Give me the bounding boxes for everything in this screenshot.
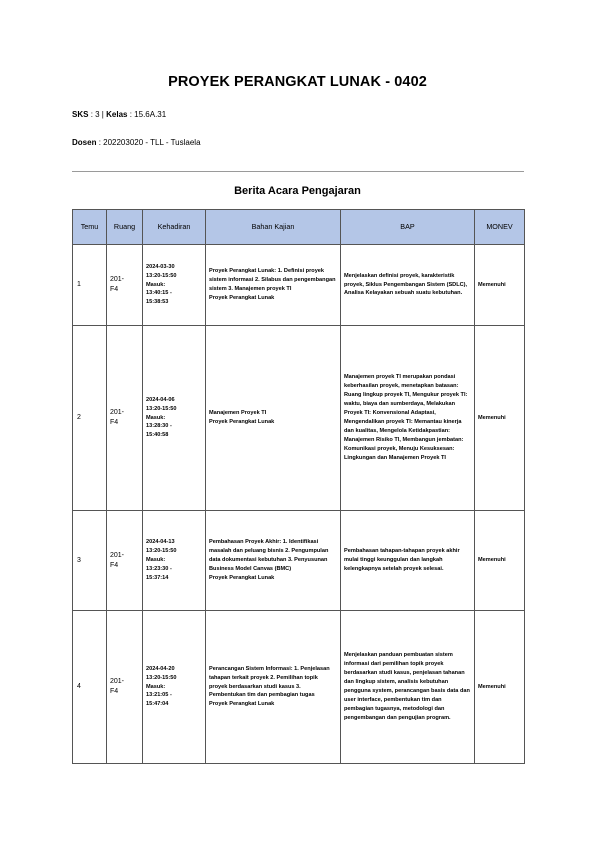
cell-kehadiran: 2024-04-13 13:20-15:50 Masuk: 13:23:30 - 15:37:14: [143, 511, 206, 611]
kelas-value: : 15.6A.31: [129, 110, 167, 119]
cell-temu: 3: [73, 511, 107, 611]
cell-monev: Memenuhi: [475, 511, 525, 611]
cell-bap: Menjelaskan definisi proyek, karakteristik proyek, Siklus Pengembangan Sistem (SDLC), Analisa Kelayakan sebuah suatu kebutuhan.: [341, 245, 475, 326]
cell-monev: Memenuhi: [475, 326, 525, 511]
dosen-label: Dosen: [72, 138, 97, 147]
teaching-report-table: [72, 209, 525, 764]
cell-bahan-kajian: Proyek Perangkat Lunak: 1. Definisi proyek sistem informasi 2. Silabus dan pengembangan sistem 3. Manajemen proyek TI Proyek Perangkat Lunak: [206, 245, 341, 326]
cell-ruang: 201- F4: [107, 326, 143, 511]
section-title: Berita Acara Pengajaran: [234, 185, 361, 197]
cell-kehadiran: 2024-03-30 13:20-15:50 Masuk: 13:40:15 - 15:38:53: [143, 245, 206, 326]
header-bahan-kajian: Bahan Kajian: [206, 210, 341, 245]
kelas-label: Kelas: [106, 110, 128, 119]
sks-label: SKS: [72, 110, 89, 119]
header-bap: BAP: [341, 210, 475, 245]
table-row: [73, 326, 525, 511]
cell-ruang: 201- F4: [107, 611, 143, 764]
header-kehadiran: Kehadiran: [143, 210, 206, 245]
page-title: PROYEK PERANGKAT LUNAK - 0402: [168, 74, 427, 90]
lecturer-info: [72, 138, 201, 147]
cell-bap: Pembahasan tahapan-tahapan proyek akhir mulai tinggi keunggulan dan langkah kelengkapnya setelah proyek selesai.: [341, 511, 475, 611]
cell-bahan-kajian: Pembahasan Proyek Akhir: 1. Identifikasi masalah dan peluang bisnis 2. Pengumpulan data dokumentasi kebutuhan 3. Penyusunan Business Model Canvas (BMC) Proyek Perangkat Lunak: [206, 511, 341, 611]
course-info: [72, 110, 166, 119]
table-row: [73, 611, 525, 764]
cell-ruang: 201- F4: [107, 245, 143, 326]
cell-kehadiran: 2024-04-06 13:20-15:50 Masuk: 13:28:30 - 15:40:58: [143, 326, 206, 511]
cell-monev: Memenuhi: [475, 245, 525, 326]
cell-bahan-kajian: Manajemen Proyek TI Proyek Perangkat Lunak: [206, 326, 341, 511]
cell-bahan-kajian: Perancangan Sistem Informasi: 1. Penjelasan tahapan terkait proyek 2. Pemilihan topik proyek berdasarkan studi kasus 3. Pembentukan tim dan pembagian tugas Proyek Perangkat Lunak: [206, 611, 341, 764]
table-header-row: [73, 210, 525, 245]
cell-kehadiran: 2024-04-20 13:20-15:50 Masuk: 13:21:05 - 15:47:04: [143, 611, 206, 764]
cell-temu: 4: [73, 611, 107, 764]
table-row: [73, 245, 525, 326]
divider: [72, 171, 524, 172]
cell-temu: 2: [73, 326, 107, 511]
cell-bap: Manajemen proyek TI merupakan pondasi keberhasilan proyek, menetapkan batasan: Ruang lingkup proyek TI, Mengukur proyek TI: waktu, biaya dan sumberdaya, Melakukan Proyek TI: Konvensional Adaptasi, Mengendalikan proyek TI: Memantau kinerja dan kualitas, Mengelola Ketidakpastian: Manajemen Risiko TI, Membangun jembatan: Komunikasi proyek, Menuju Kesuksesan: Lingkungan dan Manajemen Proyek TI: [341, 326, 475, 511]
cell-monev: Memenuhi: [475, 611, 525, 764]
cell-ruang: 201- F4: [107, 511, 143, 611]
sks-value: : 3 |: [90, 110, 104, 119]
cell-temu: 1: [73, 245, 107, 326]
dosen-value: : 202203020 - TLL - Tuslaela: [98, 138, 201, 147]
header-temu: Temu: [73, 210, 107, 245]
header-monev: MONEV: [475, 210, 525, 245]
cell-bap: Menjelaskan panduan pembuatan sistem informasi dari pemilihan topik proyek berdasarkan studi kasus, penjelasan tahanan dan lingkup sistem, analisis kebutuhan pengguna system, perancangan basis data dan user interface, pembentukan tim dan pembagian tugasnya, metodologi dan pengembangan dan pengujian program.: [341, 611, 475, 764]
table-row: [73, 511, 525, 611]
header-ruang: Ruang: [107, 210, 143, 245]
